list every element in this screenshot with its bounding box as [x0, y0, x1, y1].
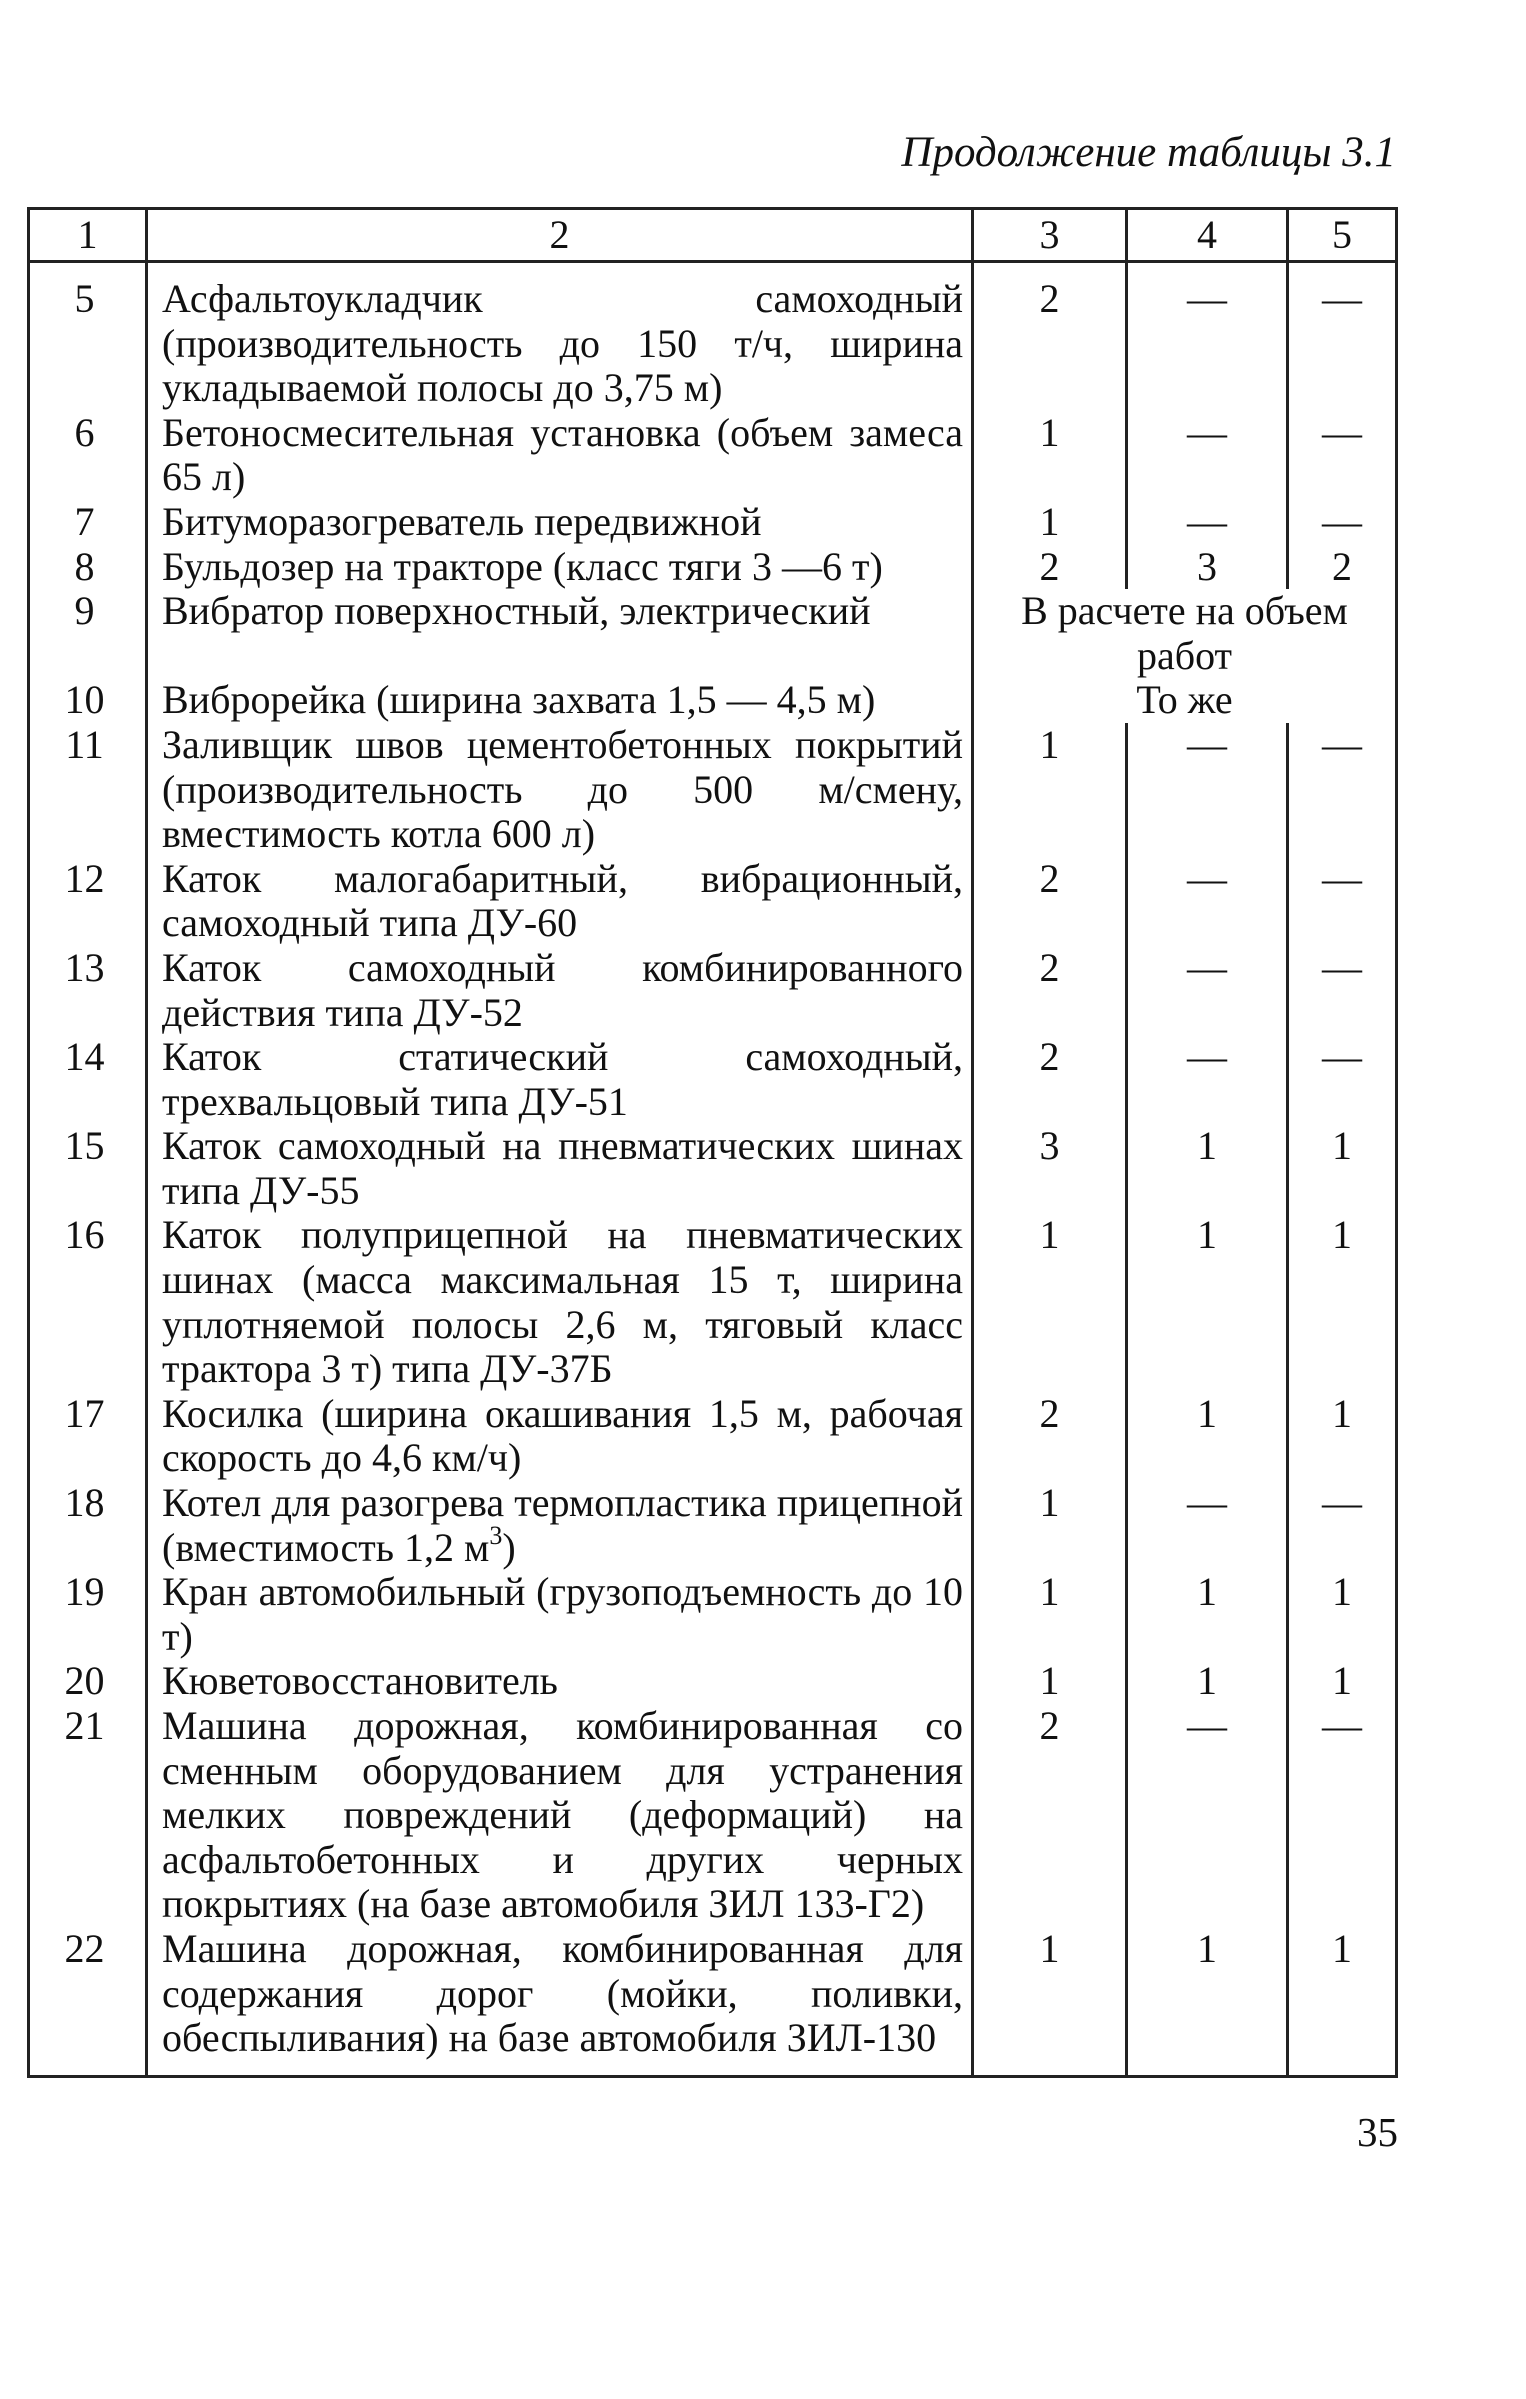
row-number: 16	[29, 1213, 147, 1391]
table-row	[29, 1927, 1397, 2076]
table-body	[29, 262, 1397, 2077]
row-number: 5	[29, 262, 147, 411]
equipment-name	[147, 411, 973, 500]
table-row	[29, 678, 1397, 723]
equipment-name-text: Косилка (ширина окашивания 1,5 м, рабочая скорость до 4,6 км/ч)	[162, 1390, 963, 1481]
quantity-col-5: 1	[1288, 1392, 1397, 1481]
equipment-name	[147, 1124, 973, 1213]
table-caption: Продолжение таблицы 3.1	[901, 129, 1396, 176]
row-number: 7	[29, 500, 147, 545]
row-number: 11	[29, 723, 147, 857]
row-number: 15	[29, 1124, 147, 1213]
equipment-name-text: Битуморазогреватель передвижной	[162, 498, 762, 544]
equipment-name-text: Бетоносмесительная установка (объем замеса 65 л)	[162, 409, 963, 500]
equipment-name	[147, 946, 973, 1035]
quantity-col-5: 1	[1288, 1659, 1397, 1704]
equipment-name-suffix: )	[502, 1524, 516, 1570]
page-number: 35	[1357, 2109, 1398, 2155]
equipment-name-text: Асфальтоукладчик самоходный (производительность до 150 т/ч, ширина укладываемой полосы до 3,75 м)	[162, 276, 963, 411]
header-col-1: 1	[29, 209, 147, 262]
equipment-name-text: Каток статический самоходный, трехвальцовый типа ДУ-51	[162, 1034, 963, 1124]
equipment-name	[147, 1213, 973, 1391]
table-row	[29, 1659, 1397, 1704]
quantity-col-4: —	[1127, 1704, 1288, 1927]
row-number: 8	[29, 545, 147, 590]
quantity-col-3: 2	[973, 1392, 1127, 1481]
quantity-note: В расчете на объем работ	[973, 589, 1397, 678]
table-row	[29, 411, 1397, 500]
quantity-col-5: —	[1288, 946, 1397, 1035]
equipment-name-text: Вибратор поверхностный, электрический	[162, 588, 871, 634]
quantity-col-4: —	[1127, 411, 1288, 500]
quantity-col-3: 2	[973, 545, 1127, 590]
table-row	[29, 946, 1397, 1035]
row-number: 14	[29, 1035, 147, 1124]
equipment-name-text: Машина дорожная, комбинированная со сменным оборудованием для устранения мелких повреждений (деформаций) на асфальтобетонных и других черных покрытиях (на базе автомобиля ЗИЛ 133-Г2)	[162, 1703, 963, 1927]
quantity-col-3: 1	[973, 1213, 1127, 1391]
quantity-col-4: 1	[1127, 1927, 1288, 2076]
quantity-col-5: —	[1288, 723, 1397, 857]
row-number: 9	[29, 589, 147, 678]
header-col-4: 4	[1127, 209, 1288, 262]
quantity-col-3: 2	[973, 1704, 1127, 1927]
table-row	[29, 1392, 1397, 1481]
quantity-col-4: —	[1127, 857, 1288, 946]
quantity-col-3: 1	[973, 1659, 1127, 1704]
equipment-name	[147, 1481, 973, 1570]
equipment-name	[147, 545, 973, 590]
equipment-name	[147, 262, 973, 411]
equipment-name	[147, 857, 973, 946]
quantity-col-5: —	[1288, 1035, 1397, 1124]
quantity-col-3: 1	[973, 723, 1127, 857]
quantity-col-4: —	[1127, 946, 1288, 1035]
quantity-col-3: 2	[973, 1035, 1127, 1124]
quantity-col-5: 1	[1288, 1927, 1397, 2076]
quantity-col-5: 1	[1288, 1124, 1397, 1213]
equipment-name	[147, 1704, 973, 1927]
equipment-name	[147, 723, 973, 857]
quantity-col-3: 2	[973, 857, 1127, 946]
equipment-table	[27, 207, 1398, 2078]
quantity-col-4: 1	[1127, 1124, 1288, 1213]
quantity-col-4: —	[1127, 500, 1288, 545]
quantity-col-5: 2	[1288, 545, 1397, 590]
header-col-3: 3	[973, 209, 1127, 262]
equipment-name-text: Каток полуприцепной на пневматических шинах (масса максимальная 15 т, ширина уплотняемой полосы 2,6 м, тяговый класс трактора 3 т) типа ДУ-37Б	[162, 1212, 963, 1392]
equipment-name	[147, 1659, 973, 1704]
equipment-name-text: Заливщик швов цементобетонных покрытий (производительность до 500 м/смену, вместимость котла 600 л)	[162, 721, 963, 857]
row-number: 18	[29, 1481, 147, 1570]
quantity-col-4: 1	[1127, 1659, 1288, 1704]
table-row	[29, 262, 1397, 411]
quantity-col-3: 1	[973, 1570, 1127, 1659]
quantity-col-5: —	[1288, 1704, 1397, 1927]
row-number: 21	[29, 1704, 147, 1927]
equipment-name	[147, 1927, 973, 2076]
equipment-name-text: Каток самоходный комбинированного действия типа ДУ-52	[162, 944, 963, 1035]
quantity-col-5: —	[1288, 411, 1397, 500]
quantity-col-3: 2	[973, 262, 1127, 411]
equipment-name-text: Машина дорожная, комбинированная для содержания дорог (мойки, поливки, обеспыливания) на базе автомобиля ЗИЛ-130	[162, 1925, 963, 2061]
quantity-col-3: 1	[973, 1481, 1127, 1570]
table-row	[29, 1570, 1397, 1659]
quantity-col-3: 3	[973, 1124, 1127, 1213]
quantity-col-4: —	[1127, 262, 1288, 411]
row-number: 22	[29, 1927, 147, 2076]
equipment-name	[147, 1035, 973, 1124]
quantity-col-5: 1	[1288, 1570, 1397, 1659]
equipment-name-text: Кюветовосстановитель	[162, 1658, 558, 1704]
equipment-name	[147, 500, 973, 545]
equipment-name	[147, 678, 973, 723]
equipment-name-text: Котел для разогрева термопластика прицепной (вместимость 1,2 м	[162, 1480, 963, 1570]
table-row	[29, 1704, 1397, 1927]
header-col-5: 5	[1288, 209, 1397, 262]
table-row	[29, 1035, 1397, 1124]
row-number: 6	[29, 411, 147, 500]
quantity-col-3: 1	[973, 1927, 1127, 2076]
table-header-row	[29, 209, 1397, 262]
header-col-2: 2	[147, 209, 973, 262]
equipment-name-text: Виброрейка (ширина захвата 1,5 — 4,5 м)	[162, 677, 876, 723]
table-row	[29, 1213, 1397, 1391]
table-row	[29, 723, 1397, 857]
row-number: 13	[29, 946, 147, 1035]
quantity-col-5: —	[1288, 500, 1397, 545]
equipment-name	[147, 1392, 973, 1481]
row-number: 10	[29, 678, 147, 723]
equipment-name	[147, 1570, 973, 1659]
equipment-name-text: Каток малогабаритный, вибрационный, самоходный типа ДУ-60	[162, 855, 963, 946]
table-row	[29, 1481, 1397, 1570]
table-row	[29, 1124, 1397, 1213]
quantity-note: То же	[973, 678, 1397, 723]
quantity-col-5: —	[1288, 1481, 1397, 1570]
quantity-col-4: 1	[1127, 1392, 1288, 1481]
equipment-name-text: Кран автомобильный (грузоподъемность до 10 т)	[162, 1569, 963, 1659]
quantity-col-3: 2	[973, 946, 1127, 1035]
quantity-col-3: 1	[973, 411, 1127, 500]
row-number: 19	[29, 1570, 147, 1659]
quantity-col-4: 1	[1127, 1570, 1288, 1659]
equipment-name-text: Бульдозер на тракторе (класс тяги 3 —6 т)	[162, 543, 883, 589]
quantity-col-3: 1	[973, 500, 1127, 545]
quantity-col-4: 1	[1127, 1213, 1288, 1391]
equipment-name-text: Каток самоходный на пневматических шинах типа ДУ-55	[162, 1123, 963, 1213]
quantity-col-5: 1	[1288, 1213, 1397, 1391]
quantity-col-5: —	[1288, 262, 1397, 411]
unit-superscript: 3	[489, 1521, 503, 1551]
quantity-col-4: —	[1127, 1035, 1288, 1124]
row-number: 17	[29, 1392, 147, 1481]
table-row	[29, 545, 1397, 590]
quantity-col-5: —	[1288, 857, 1397, 946]
quantity-col-4: —	[1127, 723, 1288, 857]
quantity-col-4: —	[1127, 1481, 1288, 1570]
equipment-name	[147, 589, 973, 678]
quantity-col-4: 3	[1127, 545, 1288, 590]
row-number: 12	[29, 857, 147, 946]
row-number: 20	[29, 1659, 147, 1704]
table-row	[29, 589, 1397, 678]
table-row	[29, 857, 1397, 946]
table-row	[29, 500, 1397, 545]
